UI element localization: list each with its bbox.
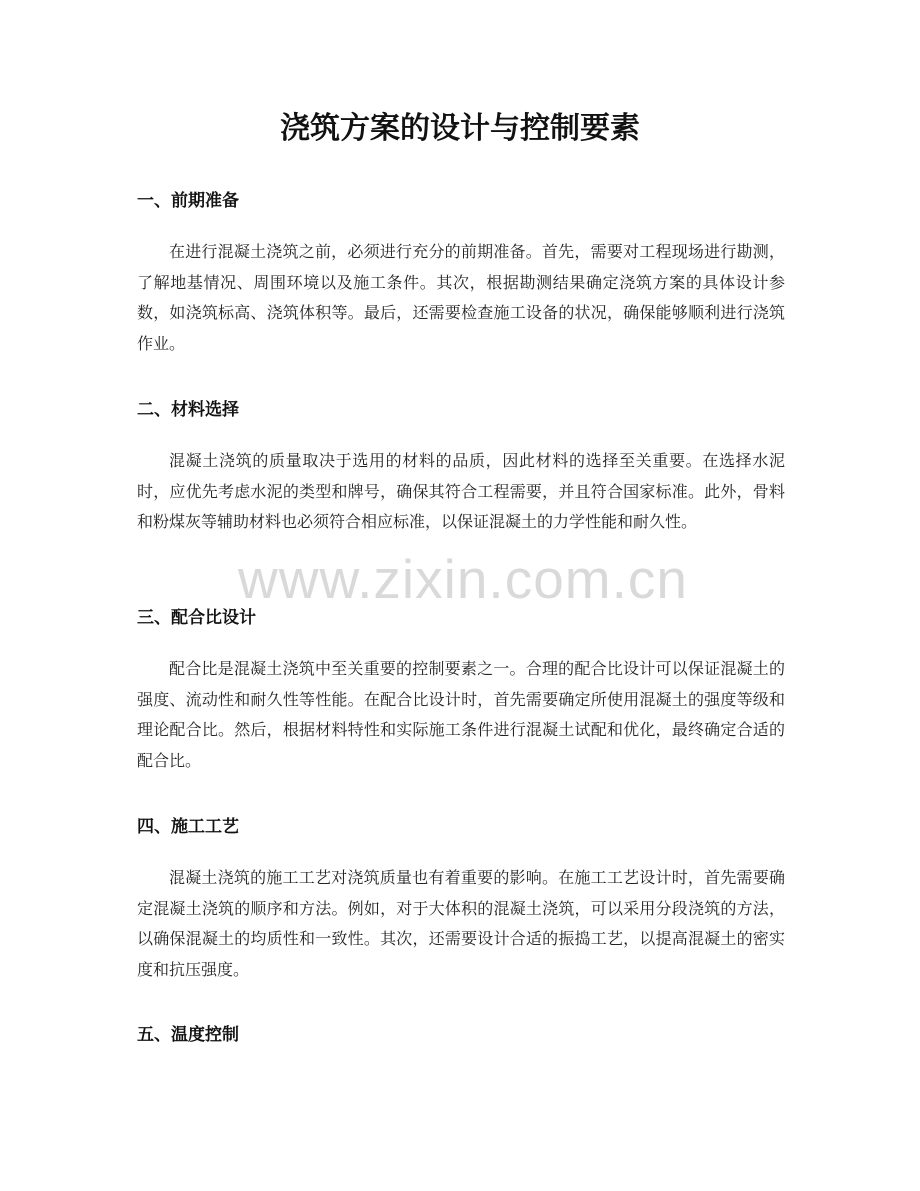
watermark: www.zixin.com.cn <box>238 548 688 610</box>
section-heading-temperature-control: 五、温度控制 <box>137 1025 239 1045</box>
section-body-materials: 混凝土浇筑的质量取决于选用的材料的品质，因此材料的选择至关重要。在选择水泥时，应优先考虑水泥的类型和牌号，确保其符合工程需要，并且符合国家标准。此外，骨料和粉煤灰等辅助材料也必须符合相应标准，以保证混凝土的力学性能和耐久性。 <box>137 451 785 531</box>
section-body-preparation: 在进行混凝土浇筑之前，必须进行充分的前期准备。首先，需要对工程现场进行勘测，了解地基情况、周围环境以及施工条件。其次，根据勘测结果确定浇筑方案的具体设计参数，如浇筑标高、浇筑体积等。最后，还需要检查施工设备的状况，确保能够顺利进行浇筑作业。 <box>137 242 785 353</box>
section-body-mix-design: 配合比是混凝土浇筑中至关重要的控制要素之一。合理的配合比设计可以保证混凝土的强度、流动性和耐久性等性能。在配合比设计时，首先需要确定所使用混凝土的强度等级和理论配合比。然后，根据材料特性和实际施工条件进行混凝土试配和优化，最终确定合适的配合比。 <box>137 659 785 770</box>
section-heading-materials: 二、材料选择 <box>137 400 239 420</box>
document-title: 浇筑方案的设计与控制要素 <box>280 111 640 146</box>
section-heading-construction-process: 四、施工工艺 <box>137 817 239 837</box>
section-heading-preparation: 一、前期准备 <box>137 191 239 211</box>
section-heading-mix-design: 三、配合比设计 <box>137 608 256 628</box>
section-body-construction-process: 混凝土浇筑的施工工艺对浇筑质量也有着重要的影响。在施工工艺设计时，首先需要确定混凝土浇筑的顺序和方法。例如，对于大体积的混凝土浇筑，可以采用分段浇筑的方法，以确保混凝土的均质性和一致性。其次，还需要设计合适的振捣工艺，以提高混凝土的密实度和抗压强度。 <box>137 868 785 979</box>
